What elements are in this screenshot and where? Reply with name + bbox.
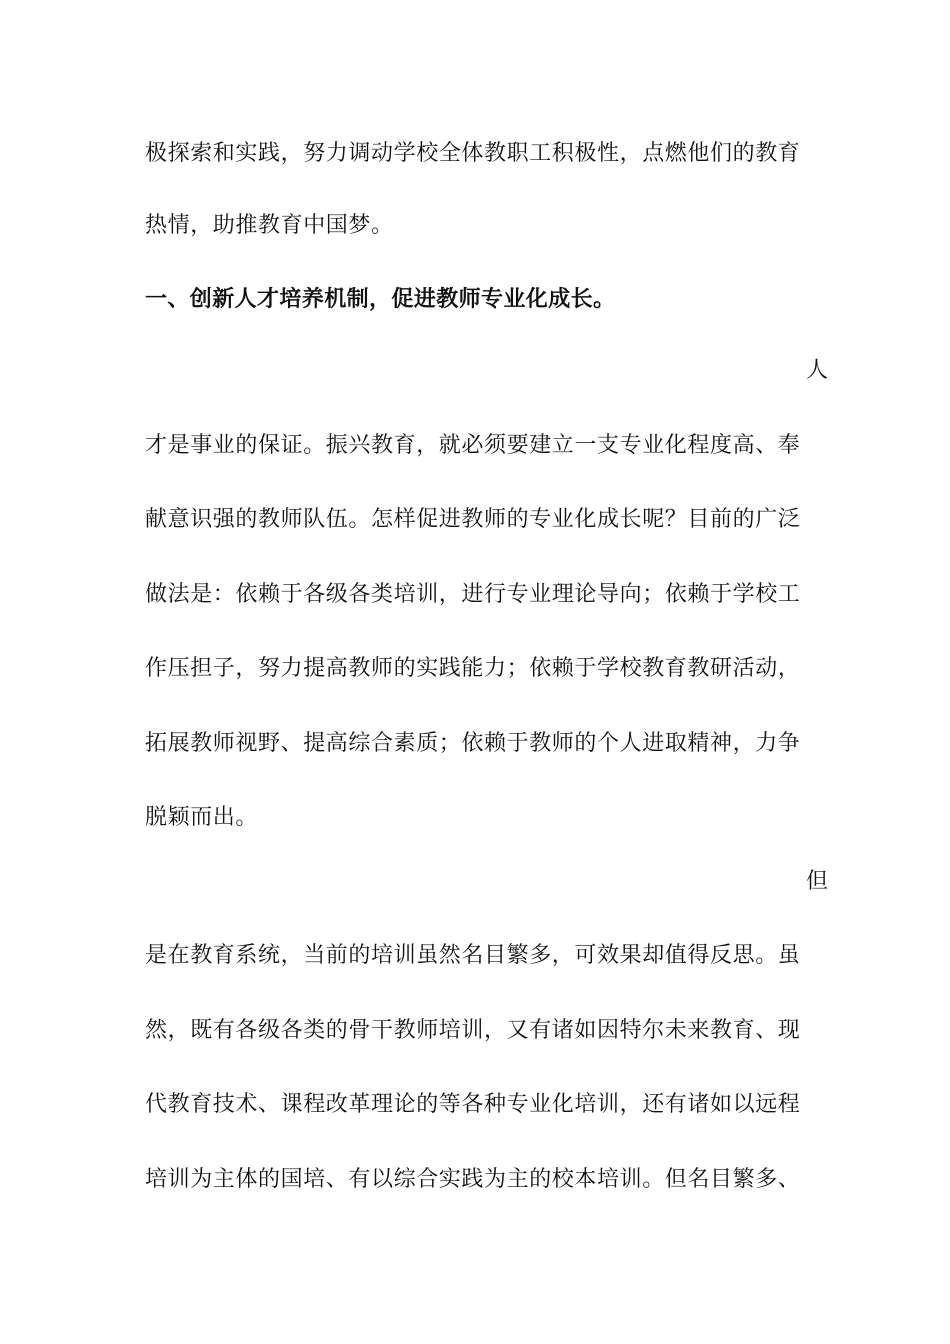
text-line: 代教育技术、课程改革理论的等各种专业化培训，还有诸如以远程 — [145, 1092, 801, 1117]
text-line: 是在教育系统，当前的培训虽然名目繁多，可效果却值得反思。虽 — [145, 943, 801, 968]
text-line: 培训为主体的国培、有以综合实践为主的校本培训。但名目繁多、 — [145, 1167, 801, 1192]
section-heading: 一、创新人才培养机制，促进教师专业化成长。 — [145, 286, 616, 312]
text-line: 献意识强的教师队伍。怎样促进教师的专业化成长呢？目前的广泛 — [145, 507, 801, 532]
text-line: 脱颖而出。 — [145, 805, 259, 830]
text-line: 才是事业的保证。振兴教育，就必须要建立一支专业化程度高、奉 — [145, 433, 801, 458]
text-line: 拓展教师视野、提高综合素质；依赖于教师的个人进取精神，力争 — [145, 731, 801, 756]
text-line: 热情，助推教育中国梦。 — [145, 213, 394, 238]
text-line: 然，既有各级各类的骨干教师培训，又有诸如因特尔未来教育、现 — [145, 1018, 801, 1043]
paragraph-first-char: 人 — [806, 358, 829, 383]
text-line: 作压担子，努力提高教师的实践能力；依赖于学校教育教研活动， — [145, 656, 801, 681]
paragraph-first-char: 但 — [806, 869, 829, 894]
text-line: 做法是：依赖于各级各类培训，进行专业理论导向；依赖于学校工 — [145, 582, 801, 607]
text-line: 极探索和实践，努力调动学校全体教职工积极性，点燃他们的教育 — [145, 141, 801, 166]
